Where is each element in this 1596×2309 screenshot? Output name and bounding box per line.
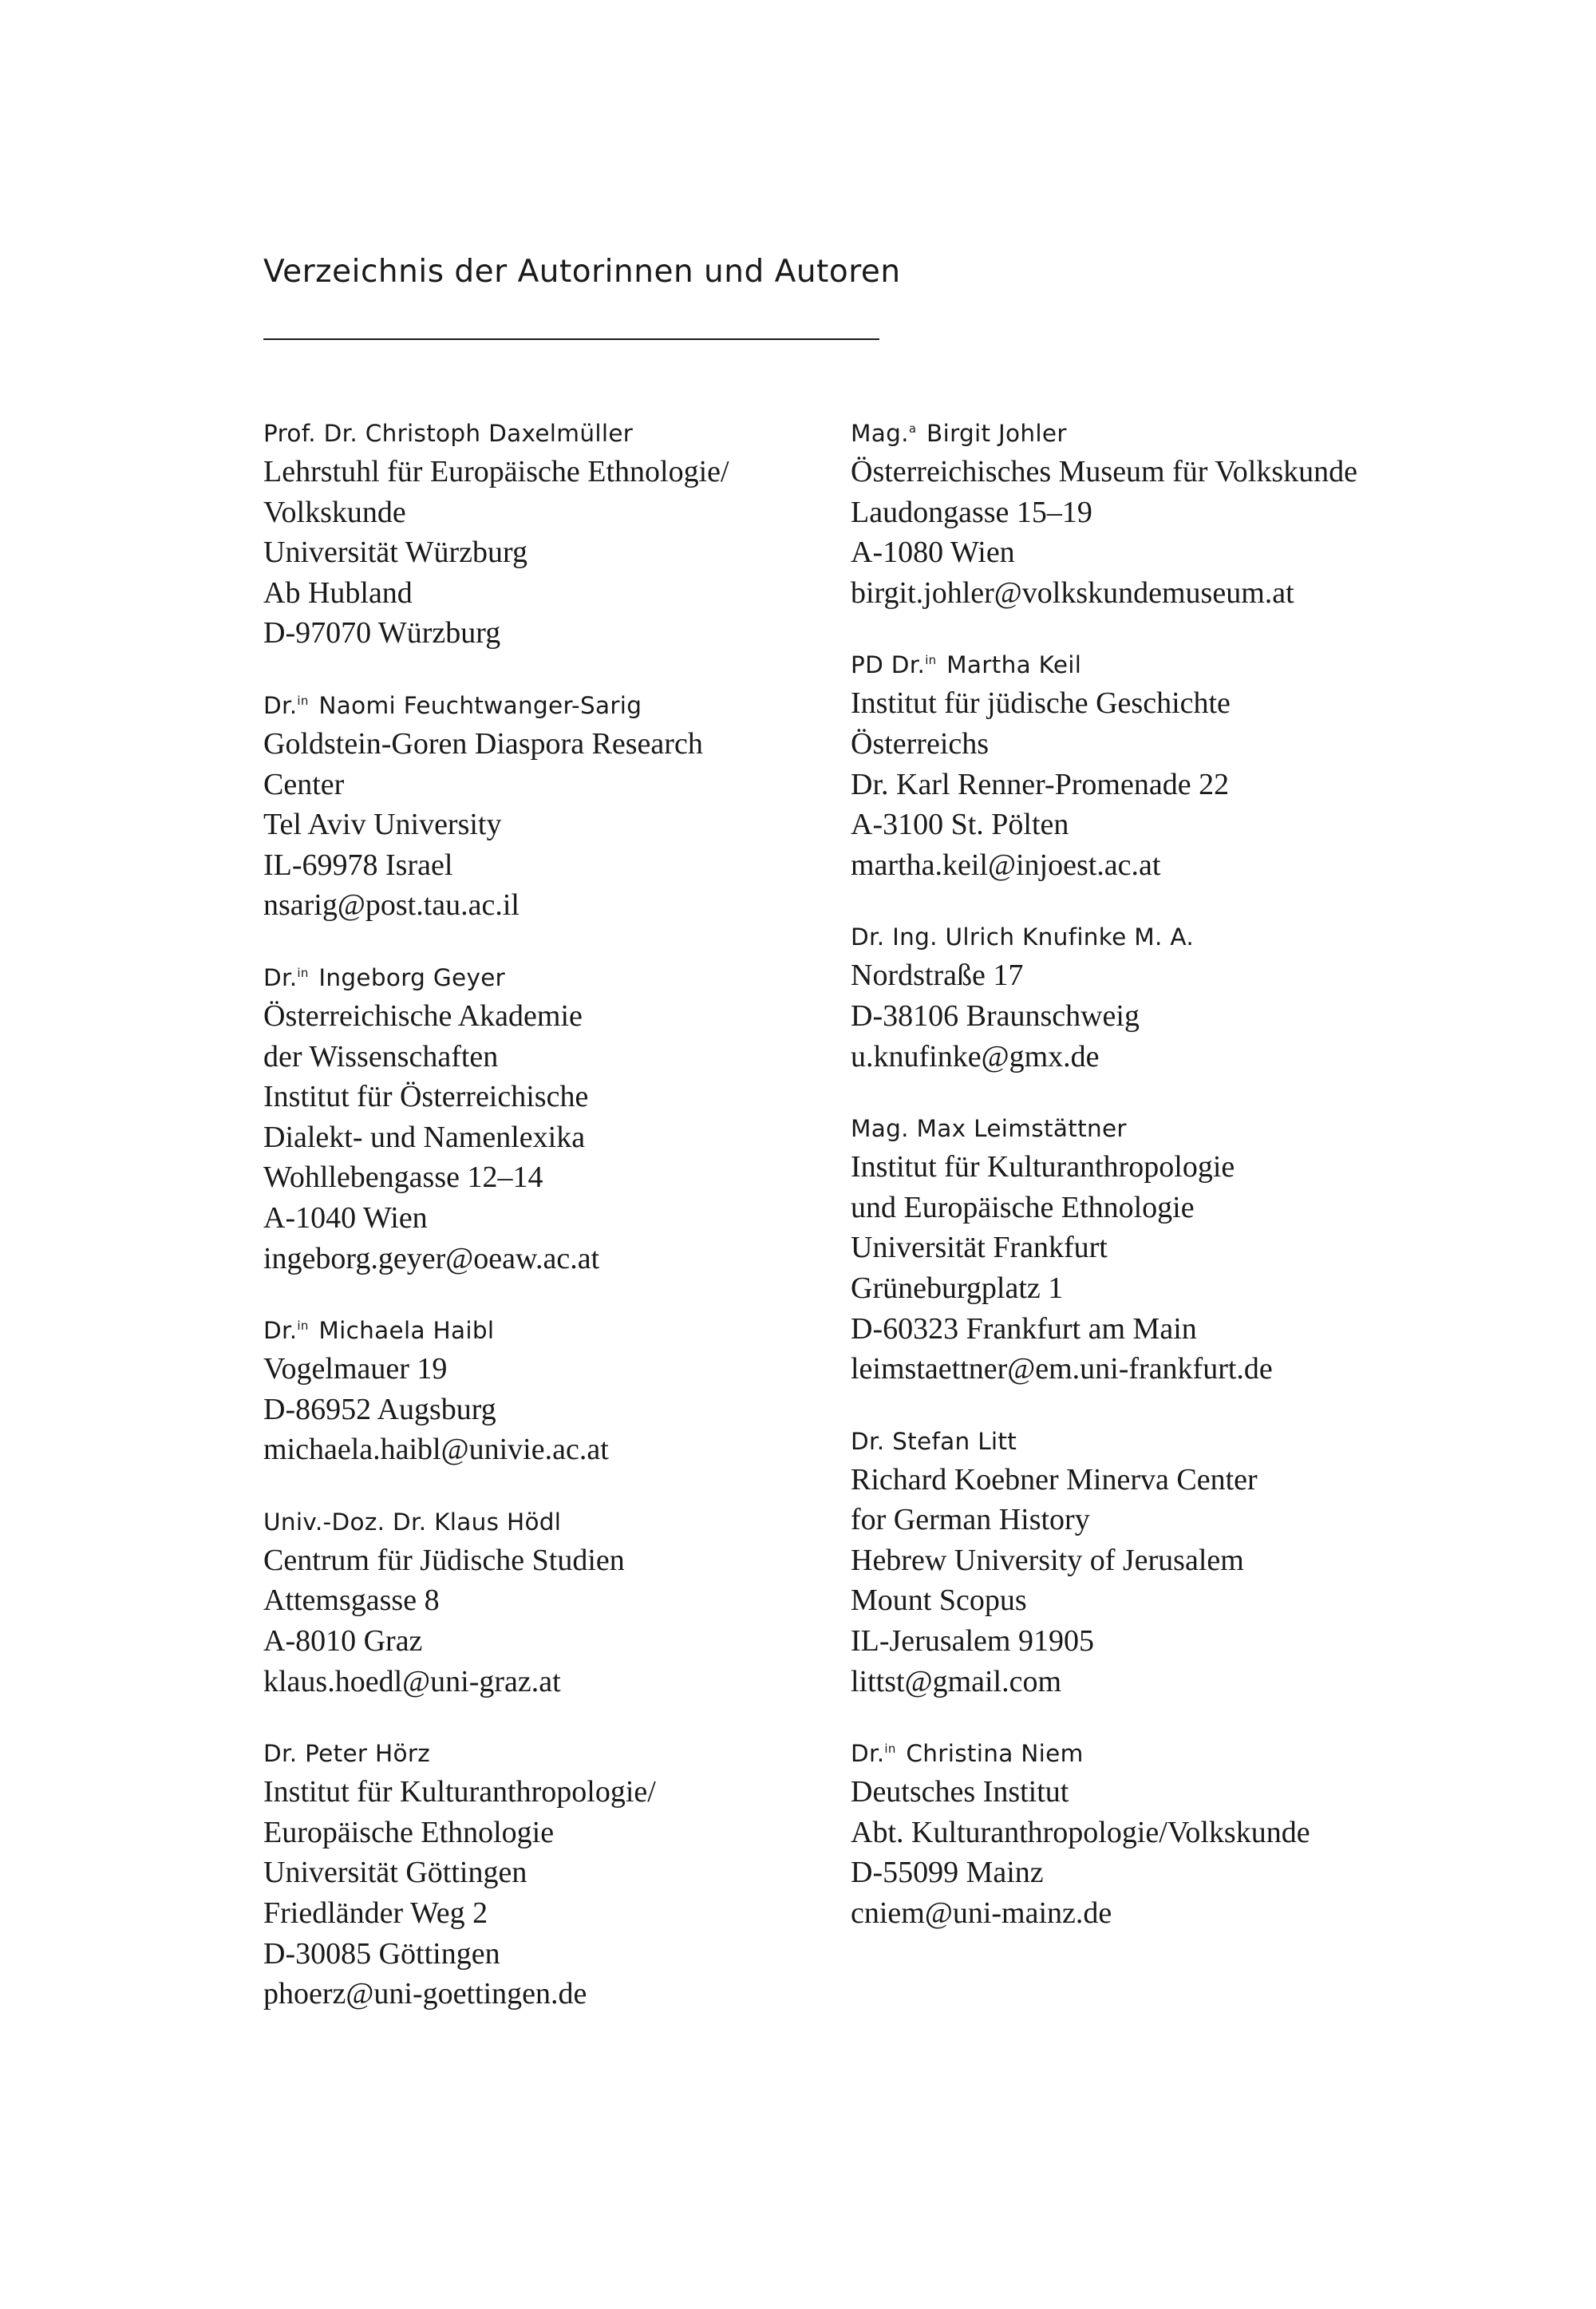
title-suffix: in: [297, 965, 309, 980]
author-name: [851, 415, 1457, 452]
address-line: Institut für Kulturanthropologie/: [263, 1775, 656, 1809]
address-line: D-38106 Braunschweig: [851, 998, 1140, 1033]
address-line: Centrum für Jüdische Studien: [263, 1543, 625, 1577]
person-name: Peter Hörz: [305, 1740, 431, 1768]
email-address: klaus.hoedl@uni-graz.at: [263, 1664, 561, 1698]
address-line: Richard Koebner Minerva Center: [851, 1462, 1258, 1497]
email-address: littst@gmail.com: [851, 1664, 1062, 1698]
address-line: Österreichische Akademie: [263, 998, 583, 1033]
author-entry: [851, 646, 1457, 885]
address-line: Volkskunde: [263, 495, 406, 529]
address-line: A-1040 Wien: [263, 1200, 428, 1235]
author-entry: [851, 1735, 1457, 1933]
address-line: Universität Würzburg: [263, 536, 528, 570]
address-line: D-86952 Augsburg: [263, 1392, 496, 1426]
title-suffix: in: [925, 653, 937, 668]
author-name: [263, 1312, 838, 1349]
address-line: Ab Hubland: [263, 575, 413, 610]
author-entry: [263, 1735, 838, 2014]
title-suffix: in: [297, 1319, 309, 1334]
title-suffix: a: [908, 421, 917, 436]
address-line: D-55099 Mainz: [851, 1856, 1044, 1890]
author-entry: [263, 687, 838, 926]
person-name: Klaus Hödl: [434, 1508, 562, 1536]
author-entry: [263, 415, 838, 654]
author-entry: [851, 1110, 1457, 1390]
email-address: cniem@uni-mainz.de: [851, 1896, 1112, 1931]
author-name: [263, 959, 838, 996]
address-line: Europäische Ethnologie: [263, 1815, 555, 1849]
address-line: Grüneburgplatz 1: [851, 1271, 1064, 1305]
address-line: A-1080 Wien: [851, 536, 1015, 570]
academic-title: Dr.: [263, 1740, 298, 1768]
title-suffix: in: [297, 693, 309, 708]
author-column-left: [263, 415, 838, 2048]
address-line: Universität Göttingen: [263, 1856, 527, 1890]
person-name: Birgit Johler: [926, 420, 1067, 447]
address-line: Tel Aviv University: [263, 808, 502, 842]
address-line: D-60323 Frankfurt am Main: [851, 1311, 1197, 1346]
person-name: Martha Keil: [946, 651, 1082, 679]
academic-title: Dr.: [851, 1427, 885, 1455]
academic-title: Dr.: [263, 963, 298, 991]
author-name: [263, 1735, 838, 1772]
person-name: Max Leimstättner: [916, 1115, 1127, 1143]
address-line: der Wissenschaften: [263, 1039, 499, 1073]
address-line: for German History: [851, 1503, 1090, 1537]
email-address: ingeborg.geyer@oeaw.ac.at: [263, 1241, 600, 1275]
email-address: nsarig@post.tau.ac.il: [263, 888, 519, 923]
author-name: [263, 687, 838, 724]
address-line: Institut für Österreichische: [263, 1080, 589, 1114]
person-name: Ulrich Knufinke M. A.: [945, 923, 1195, 951]
author-name: [851, 1110, 1457, 1147]
author-entry: [851, 1423, 1457, 1702]
author-name: [851, 646, 1457, 683]
page-title: Verzeichnis der Autorinnen und Autoren: [263, 254, 901, 290]
academic-title: Dr.: [263, 1317, 298, 1345]
academic-title: Mag.: [851, 1115, 909, 1143]
author-name: [851, 1423, 1457, 1460]
address-line: D-30085 Göttingen: [263, 1936, 500, 1971]
academic-title: PD Dr.: [851, 651, 926, 679]
address-line: Attemsgasse 8: [263, 1583, 440, 1618]
address-line: Universität Frankfurt: [851, 1231, 1108, 1265]
email-address: phoerz@uni-goettingen.de: [263, 1977, 587, 2011]
email-address: leimstaettner@em.uni-frankfurt.de: [851, 1352, 1273, 1386]
address-line: Deutsches Institut: [851, 1775, 1069, 1809]
address-line: Dr. Karl Renner-Promenade 22: [851, 767, 1230, 801]
academic-title: Dr.: [851, 1740, 885, 1768]
address-line: Institut für Kulturanthropologie: [851, 1150, 1235, 1184]
title-underline: [263, 338, 879, 340]
address-line: und Europäische Ethnologie: [851, 1190, 1195, 1224]
address-line: Mount Scopus: [851, 1583, 1027, 1618]
author-name: [851, 919, 1457, 955]
address-line: Dialekt- und Namenlexika: [263, 1120, 586, 1154]
address-line: Friedländer Weg 2: [263, 1896, 488, 1931]
address-line: Hebrew University of Jerusalem: [851, 1543, 1244, 1577]
email-address: u.knufinke@gmx.de: [851, 1039, 1100, 1073]
person-name: Naomi Feuchtwanger-Sarig: [318, 691, 642, 719]
email-address: martha.keil@injoest.ac.at: [851, 848, 1161, 882]
academic-title: Prof. Dr.: [263, 420, 358, 447]
address-line: Lehrstuhl für Europäische Ethnologie/: [263, 455, 729, 488]
address-line: Center: [263, 767, 345, 801]
address-line: A-3100 St. Pölten: [851, 808, 1069, 842]
author-name: [263, 415, 838, 452]
title-suffix: in: [884, 1742, 896, 1757]
person-name: Stefan Litt: [892, 1427, 1017, 1455]
author-entry: [851, 415, 1457, 613]
address-line: Nordstraße 17: [851, 959, 1024, 993]
address-line: Österreichisches Museum für Volkskunde: [851, 455, 1357, 488]
author-entry: [263, 1312, 838, 1470]
address-line: Wohllebengasse 12–14: [263, 1160, 543, 1195]
email-address: birgit.johler@volkskundemuseum.at: [851, 575, 1294, 610]
address-line: Institut für jüdische Geschichte: [851, 686, 1231, 721]
academic-title: Univ.-Doz. Dr.: [263, 1508, 427, 1536]
person-name: Michaela Haibl: [318, 1317, 495, 1345]
address-line: IL-69978 Israel: [263, 848, 453, 882]
email-address: michaela.haibl@univie.ac.at: [263, 1433, 609, 1467]
address-line: Abt. Kulturanthropologie/Volkskunde: [851, 1815, 1310, 1849]
author-name: [263, 1504, 838, 1540]
author-column-right: [851, 415, 1457, 1967]
author-entry: [263, 959, 838, 1279]
author-entry: [851, 919, 1457, 1077]
address-line: IL-Jerusalem 91905: [851, 1624, 1094, 1659]
address-line: A-8010 Graz: [263, 1624, 423, 1659]
address-line: Österreichs: [851, 726, 990, 761]
address-line: Laudongasse 15–19: [851, 495, 1092, 529]
person-name: Ingeborg Geyer: [318, 963, 506, 991]
author-entry: [263, 1504, 838, 1702]
person-name: Christoph Daxelmüller: [365, 420, 634, 447]
address-line: D-97070 Würzburg: [263, 616, 501, 650]
academic-title: Dr.: [263, 691, 298, 719]
academic-title: Dr. Ing.: [851, 923, 938, 951]
address-line: Goldstein-Goren Diaspora Research: [263, 726, 703, 761]
person-name: Christina Niem: [906, 1740, 1084, 1768]
academic-title: Mag.: [851, 420, 909, 447]
address-line: Vogelmauer 19: [263, 1352, 448, 1386]
author-name: [851, 1735, 1457, 1772]
